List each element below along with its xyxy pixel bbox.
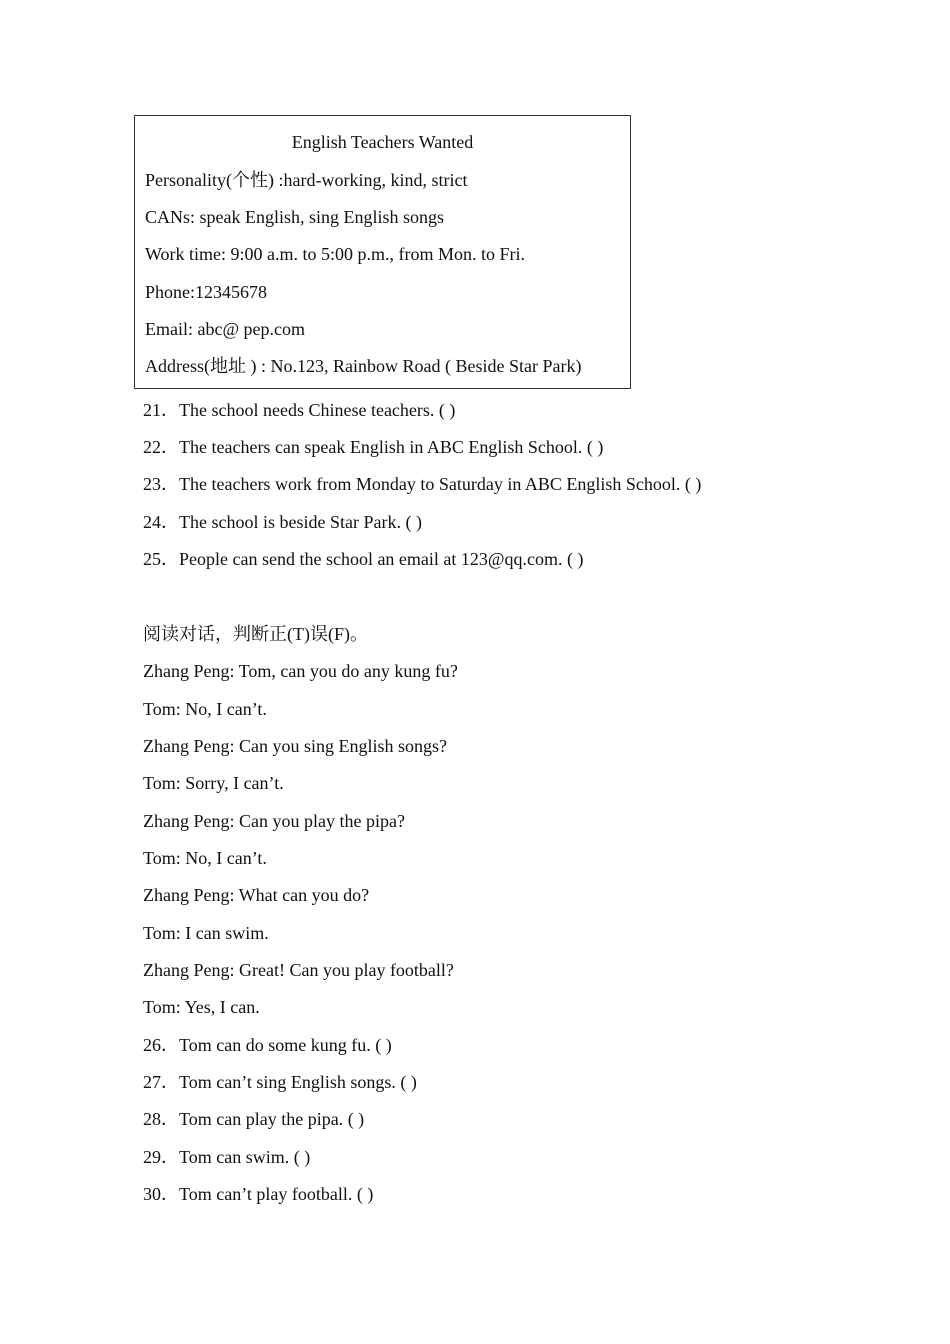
question-22: 22．The teachers can speak English in ABC English School. ( )	[143, 437, 604, 457]
dialogue-line: Tom: No, I can’t.	[143, 848, 267, 868]
dialogue-line: Zhang Peng: Tom, can you do any kung fu?	[143, 661, 458, 681]
question-25: 25．People can send the school an email at 123@qq.com. ( )	[143, 549, 584, 569]
question-26: 26．Tom can do some kung fu. ( )	[143, 1035, 392, 1055]
dialogue-line: Zhang Peng: Can you sing English songs?	[143, 736, 447, 756]
question-23: 23．The teachers work from Monday to Saturday in ABC English School. ( )	[143, 474, 702, 494]
job-ad-box	[134, 115, 631, 389]
dialogue-line: Zhang Peng: Can you play the pipa?	[143, 811, 405, 831]
question-24: 24．The school is beside Star Park. ( )	[143, 512, 422, 532]
question-28: 28．Tom can play the pipa. ( )	[143, 1109, 365, 1129]
dialogue-line: Zhang Peng: Great! Can you play football?	[143, 960, 454, 980]
ad-work-time: Work time: 9:00 a.m. to 5:00 p.m., from Mon. to Fri.	[145, 244, 526, 264]
ad-personality: Personality(个性) :hard-working, kind, strict	[145, 170, 468, 190]
dialogue-line: Tom: Sorry, I can’t.	[143, 773, 284, 793]
question-29: 29．Tom can swim. ( )	[143, 1147, 311, 1167]
dialogue-line: Tom: I can swim.	[143, 923, 269, 943]
dialogue-line: Zhang Peng: What can you do?	[143, 885, 370, 905]
question-21: 21．The school needs Chinese teachers. ( )	[143, 400, 456, 420]
section-heading: 阅读对话，判断正(T)误(F)。	[143, 624, 368, 644]
ad-cans: CANs: speak English, sing English songs	[145, 207, 445, 227]
ad-phone: Phone:12345678	[145, 282, 268, 302]
ad-address: Address(地址 ) : No.123, Rainbow Road ( Beside Star Park)	[145, 356, 582, 376]
dialogue-line: Tom: Yes, I can.	[143, 997, 260, 1017]
dialogue-line: Tom: No, I can’t.	[143, 699, 267, 719]
ad-email: Email: abc@ pep.com	[145, 319, 306, 339]
ad-title: English Teachers Wanted	[291, 132, 474, 152]
question-30: 30．Tom can’t play football. ( )	[143, 1184, 374, 1204]
question-27: 27．Tom can’t sing English songs. ( )	[143, 1072, 417, 1092]
